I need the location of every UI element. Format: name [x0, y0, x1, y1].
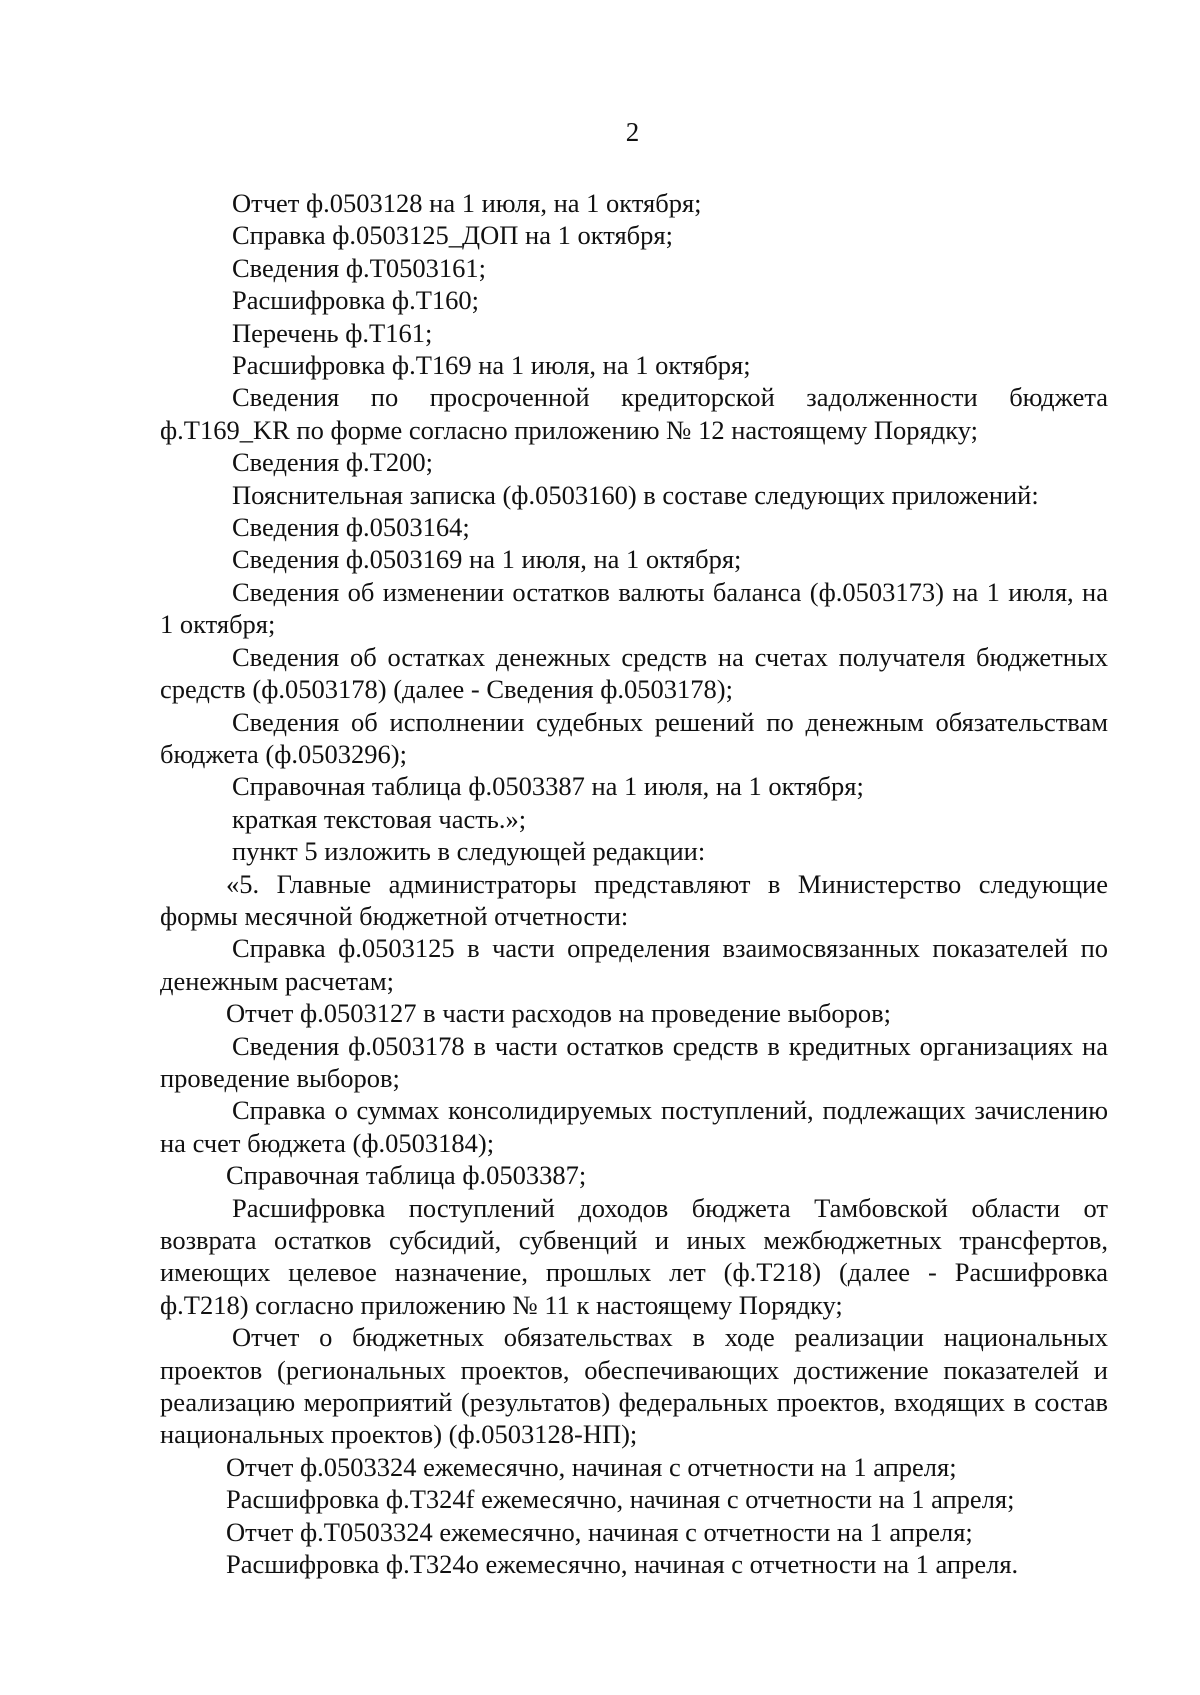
paragraph: Справочная таблица ф.0503387 на 1 июля, на 1 октября; [232, 771, 864, 802]
paragraph: «5. Главные администраторы представляют в Министерство следующие формы месячной бюджетной отчетности: [160, 868, 1108, 931]
paragraph: Расшифровка ф.Т160; [232, 285, 479, 316]
paragraph: Сведения об остатках денежных средств на счетах получателя бюджетных средств (ф.0503178) (далее - Сведения ф.0503178); [160, 641, 1108, 705]
paragraph: Расшифровка ф.Т324о ежемесячно, начиная с отчетности на 1 апреля. [226, 1549, 1019, 1580]
paragraph: Пояснительная записка (ф.0503160) в составе следующих приложений: [232, 479, 1039, 510]
paragraph: Отчет ф.Т0503324 ежемесячно, начиная с отчетности на 1 апреля; [226, 1516, 973, 1547]
paragraph: Сведения ф.0503169 на 1 июля, на 1 октября; [232, 544, 742, 575]
paragraph: Сведения ф.Т0503161; [232, 252, 486, 283]
paragraph: пункт 5 изложить в следующей редакции: [232, 836, 706, 867]
paragraph: Сведения по просроченной кредиторской задолженности бюджета ф.Т169_KR по форме согласно приложению № 12 настоящему Порядку; [160, 382, 1108, 445]
paragraph: Справка о суммах консолидируемых поступлений, подлежащих зачислению на счет бюджета (ф.0503184); [160, 1095, 1108, 1158]
paragraph: Сведения об исполнении судебных решений по денежным обязательствам бюджета (ф.0503296); [160, 706, 1108, 769]
paragraph: Сведения ф.0503164; [232, 512, 470, 543]
paragraph: краткая текстовая часть.»; [232, 803, 527, 834]
paragraph: Отчет ф.0503324 ежемесячно, начиная с отчетности на 1 апреля; [226, 1451, 957, 1482]
document-body [160, 187, 1108, 1580]
paragraph: Сведения ф.Т200; [232, 447, 433, 478]
paragraph: Справочная таблица ф.0503387; [226, 1160, 587, 1191]
page-number: 2 [625, 117, 640, 147]
paragraph: Перечень ф.Т161; [232, 317, 433, 348]
paragraph: Расшифровка ф.Т169 на 1 июля, на 1 октября; [232, 350, 751, 381]
paragraph: Справка ф.0503125_ДОП на 1 октября; [232, 220, 673, 251]
paragraph: Отчет ф.0503127 в части расходов на проведение выборов; [226, 998, 892, 1029]
paragraph: Отчет о бюджетных обязательствах в ходе реализации национальных проектов (региональных проектов, обеспечивающих достижение показателей и реализацию мероприятий (результатов) федеральных проектов, входящих в состав национальных проектов) (ф.0503128-НП); [160, 1322, 1108, 1450]
paragraph: Справка ф.0503125 в части определения взаимосвязанных показателей по денежным расчетам; [160, 933, 1108, 996]
paragraph: Расшифровка поступлений доходов бюджета Тамбовской области от возврата остатков субсидий, субвенций и иных межбюджетных трансфертов, имеющих целевое назначение, прошлых лет (ф.Т218) (далее - Расшифровка ф.Т218) согласно приложению № 11 к настоящему Порядку; [160, 1192, 1108, 1320]
paragraph: Расшифровка ф.Т324f ежемесячно, начиная с отчетности на 1 апреля; [226, 1484, 1015, 1515]
paragraph: Отчет ф.0503128 на 1 июля, на 1 октября; [232, 188, 702, 218]
paragraph: Сведения ф.0503178 в части остатков средств в кредитных организациях на проведение выборов; [160, 1030, 1108, 1093]
paragraph: Сведения об изменении остатков валюты баланса (ф.0503173) на 1 июля, на 1 октября; [160, 576, 1108, 640]
